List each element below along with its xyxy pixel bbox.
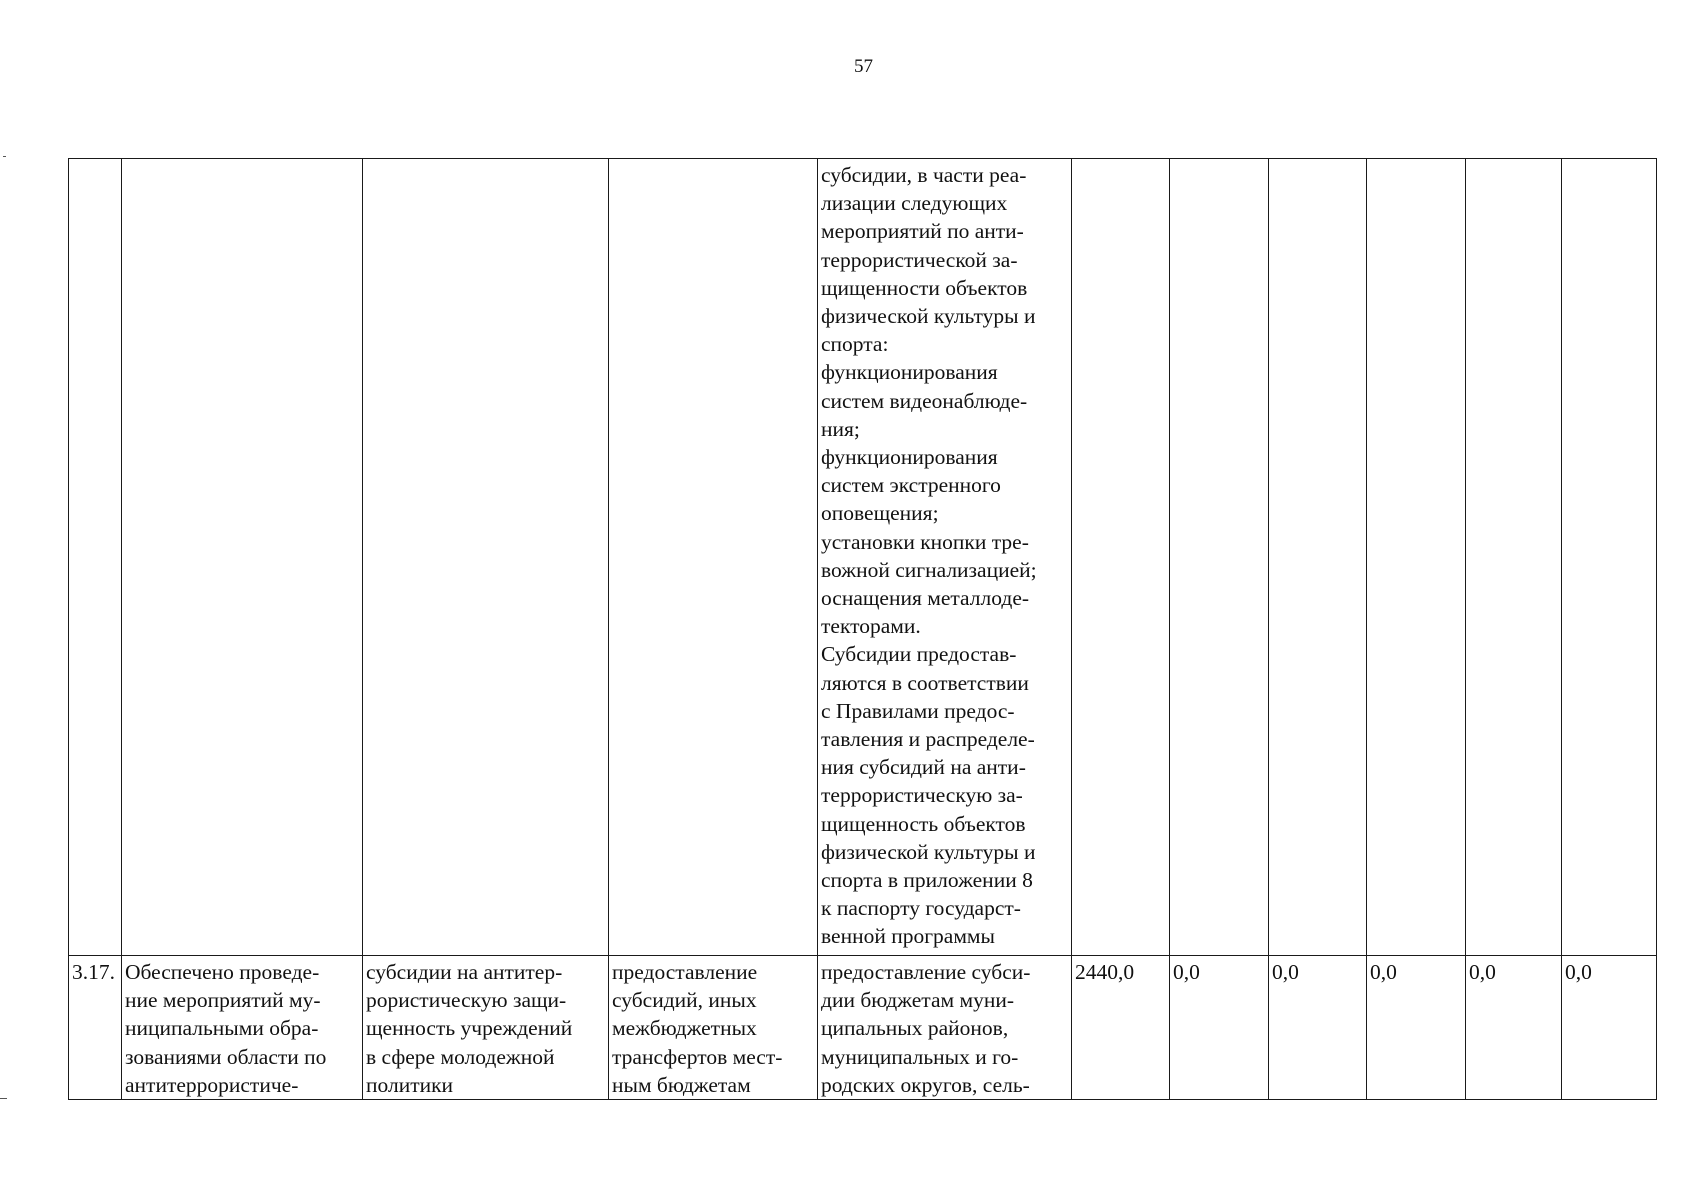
cell-value-6: 0,0 [1562,956,1657,1100]
cell-details [818,159,1072,956]
program-measures-table [68,158,1657,1100]
cell-value-2: 0,0 [1170,956,1269,1100]
cell-type [609,956,818,1100]
table-row-3-17 [69,956,1657,1100]
cell-subsidy [363,159,609,956]
cell-value-1 [1072,159,1170,956]
cell-details [818,956,1072,1100]
cell-value-6 [1562,159,1657,956]
margin-mark-bottom [0,1098,7,1099]
cell-result [122,159,363,956]
cell-type [609,159,818,956]
cell-value-1: 2440,0 [1072,956,1170,1100]
cell-number: 3.17. [69,956,122,1100]
cell-value-5 [1466,159,1562,956]
subsidy-text: субсидии на антитер- рористическую защи- щенность учреждений в сфере молодежной политики [366,960,573,1097]
result-text: Обеспечено проведе- ние мероприятий му- ниципальными обра- зованиями области по антитеррористиче- [125,960,327,1097]
cell-subsidy [363,956,609,1100]
cell-number [69,159,122,956]
details-text: предоставление субси- дии бюджетам муни- ципальных районов, муниципальных и го- родских округов, сель- [821,960,1031,1097]
cell-value-4: 0,0 [1367,956,1466,1100]
cell-value-3: 0,0 [1269,956,1367,1100]
cell-result [122,956,363,1100]
table-row-continued [69,159,1657,956]
cell-value-4 [1367,159,1466,956]
page-number: 57 [854,56,873,77]
cell-value-2 [1170,159,1269,956]
cell-value-3 [1269,159,1367,956]
cell-value-5: 0,0 [1466,956,1562,1100]
margin-mark-top [3,156,6,157]
type-text: предоставление субсидий, иных межбюджетных трансфертов мест- ным бюджетам [612,960,783,1097]
details-text: субсидии, в части реа- лизации следующих мероприятий по анти- террористической за- щищенности объектов физической культуры и спорта: функционирования систем видеонаблюде- ния; функционирования систем экстренного оповещения; установки кнопки тре- вожной сигнализацией; оснащения металлоде- текторами. Субсидии предостав- ляются в соответствии с Правилами предос- тавления и распределе- ния субсидий на анти- террористическую за- щищенность объектов физической культуры и спорта в приложении 8 к паспорту государст- венной программы [821,163,1037,949]
